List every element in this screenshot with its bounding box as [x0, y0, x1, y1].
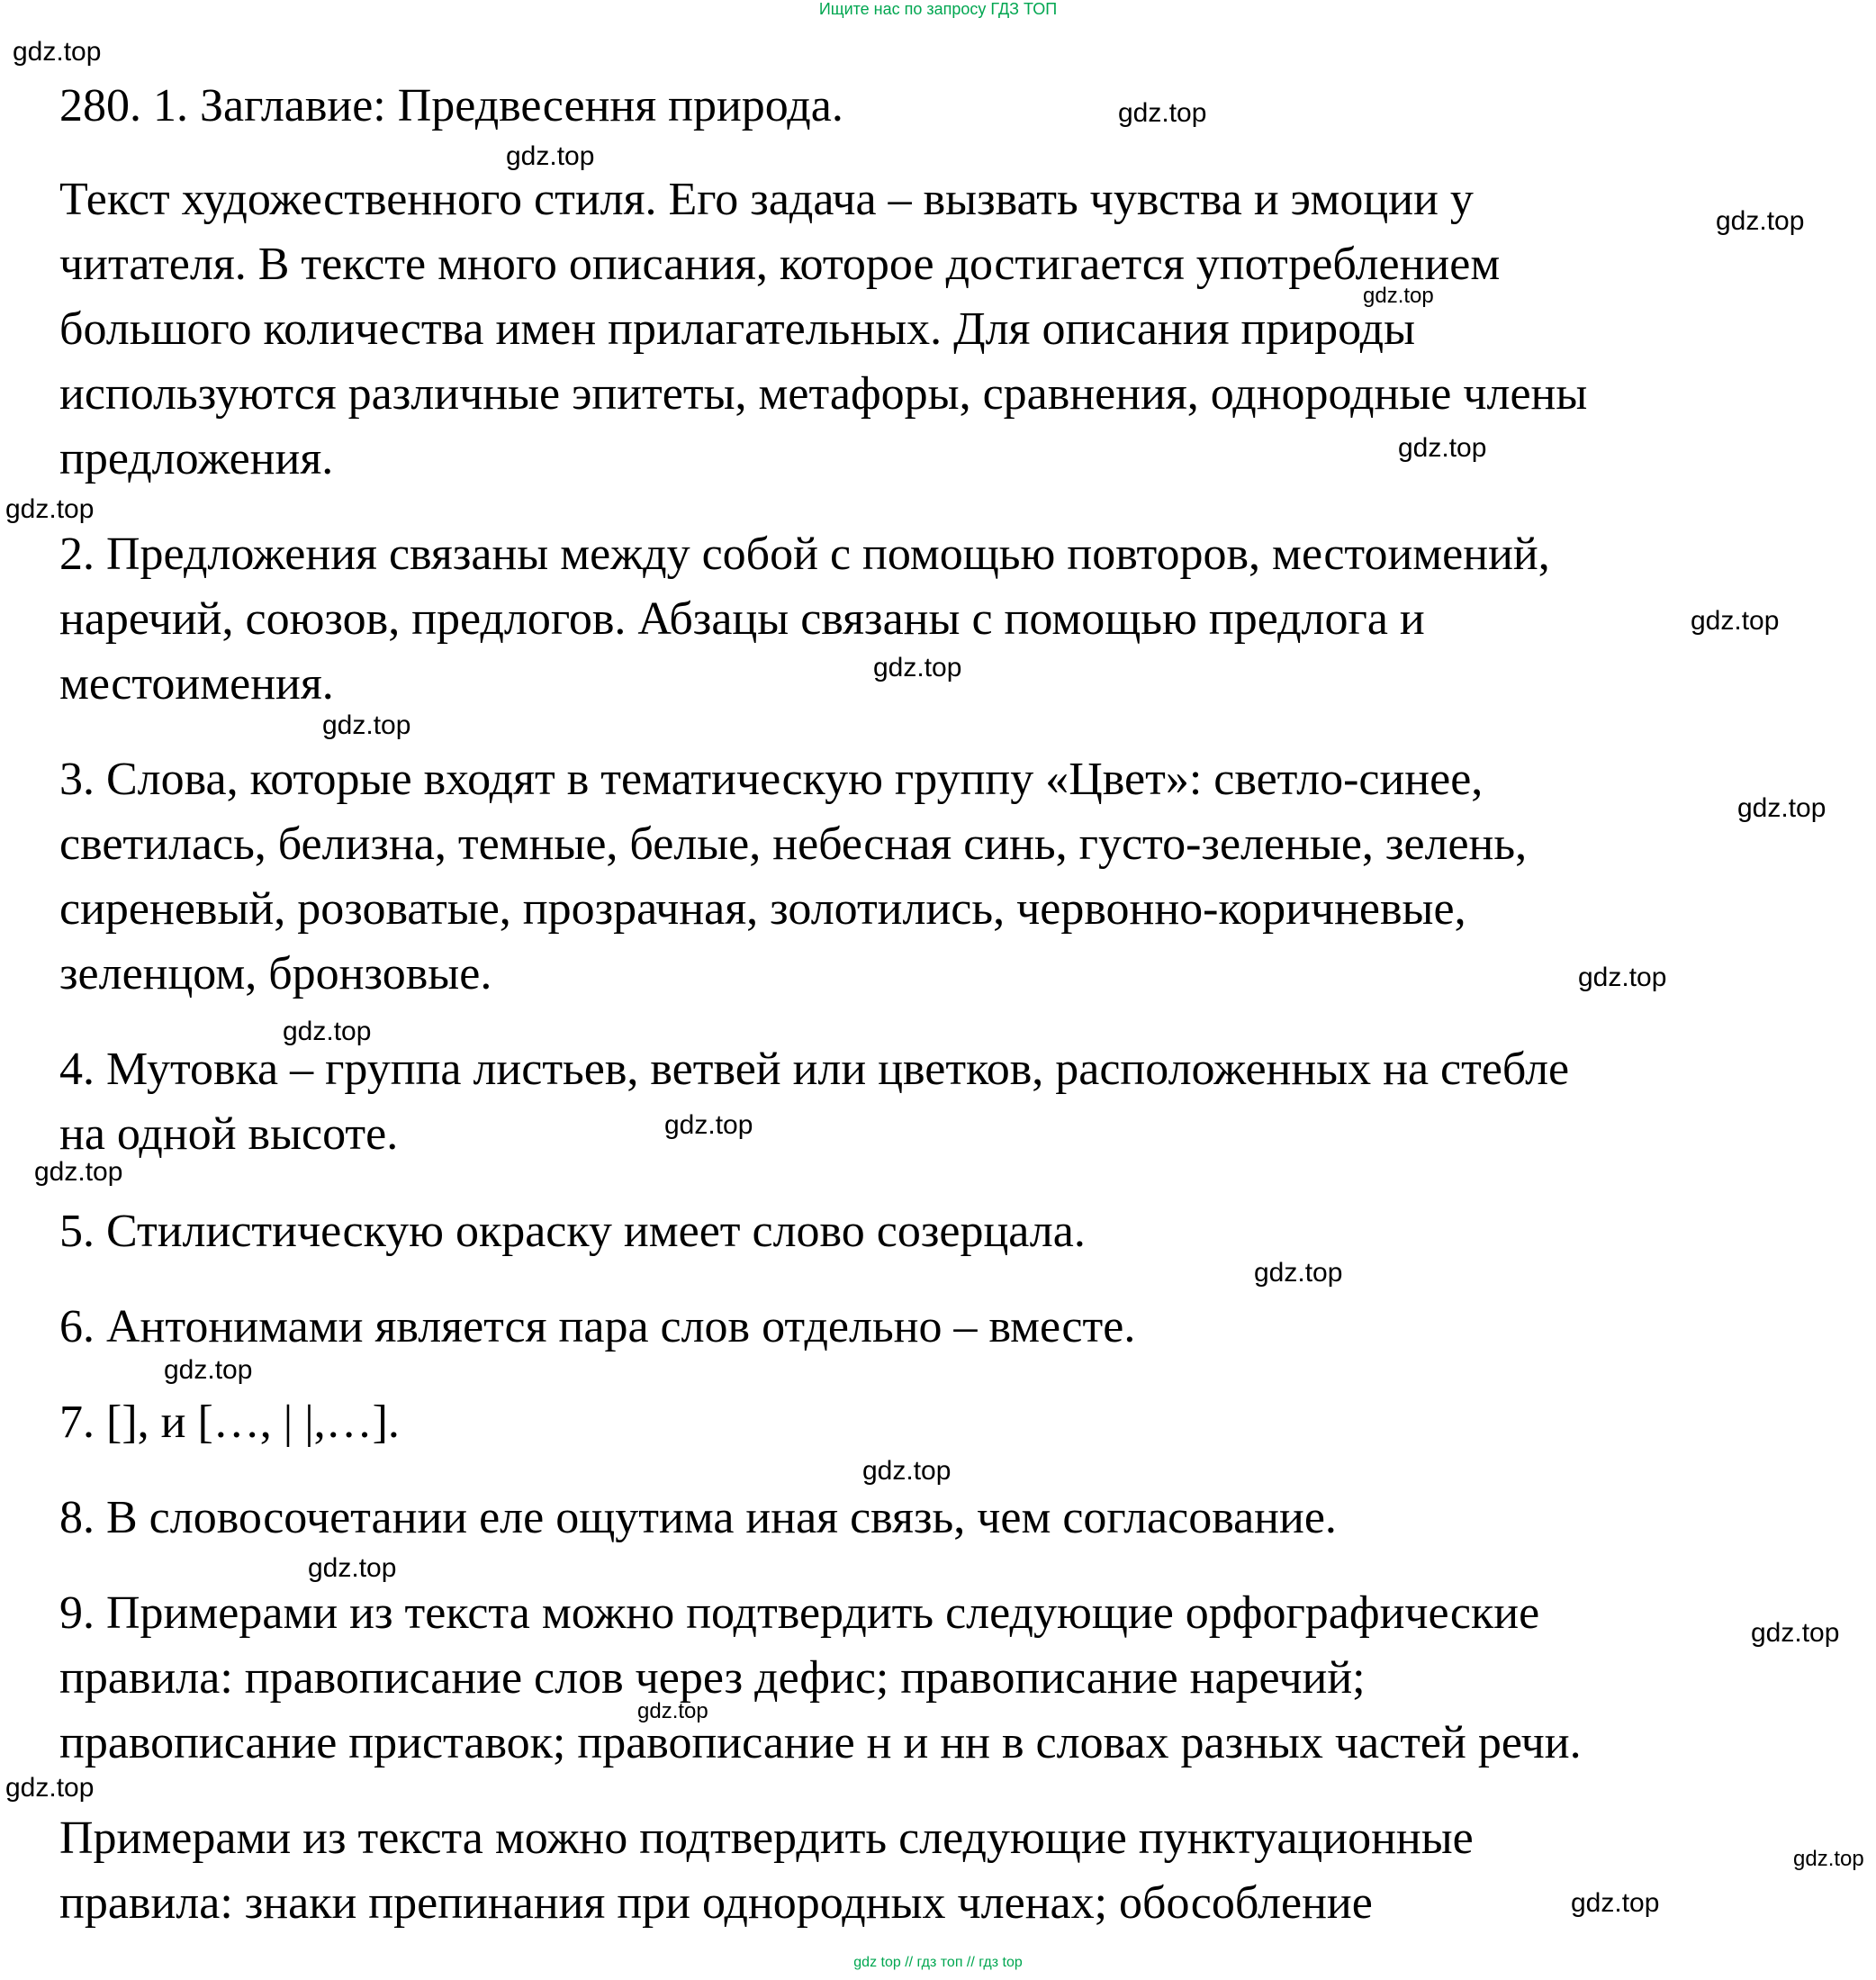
paragraph-9	[59, 1581, 1824, 1776]
text-line: на одной высоте.	[59, 1108, 399, 1160]
watermark: gdz.top	[1118, 98, 1207, 128]
watermark: gdz.top	[322, 710, 411, 740]
schema-middle: ], и […, |	[122, 1397, 293, 1448]
watermark: gdz.top	[506, 141, 595, 171]
paragraph-4	[59, 1037, 1824, 1167]
schema-end: |,…].	[304, 1397, 400, 1448]
watermark: gdz.top	[862, 1456, 952, 1486]
text-line: 4. Мутовка – группа листьев, ветвей или цветков, расположенных на стебле	[59, 1044, 1570, 1095]
paragraph-3	[59, 747, 1824, 1007]
watermark: gdz.top	[1691, 606, 1780, 636]
watermark: gdz.top	[1578, 963, 1667, 992]
paragraph-6	[59, 1295, 1824, 1360]
top-banner: Ищите нас по запросу ГДЗ ТОП	[818, 0, 1058, 18]
paragraph-style	[59, 167, 1824, 492]
text-line: зеленцом, бронзовые.	[59, 948, 492, 999]
bottom-banner: gdz top // гдз топ // гдз top	[853, 1955, 1023, 1970]
text-line: читателя. В тексте много описания, которое достигается употреблением	[59, 239, 1501, 290]
watermark: gdz.top	[5, 1773, 95, 1803]
text-line: используются различные эпитеты, метафоры, сравнения, однородные члены	[59, 368, 1588, 420]
text-line: правила: знаки препинания при однородных членах; обособление	[59, 1877, 1373, 1929]
text-line: предложения.	[59, 433, 334, 484]
text-line: светилась, белизна, темные, белые, небесная синь, густо-зеленые, зелень,	[59, 818, 1528, 870]
text-line: 6. Антонимами является пара слов отдельно – вместе.	[59, 1301, 1136, 1352]
text-line: правописание приставок; правописание н и нн в словах разных частей речи.	[59, 1717, 1582, 1768]
sentence-schema	[59, 1390, 1824, 1455]
text-line: правила: правописание слов через дефис; правописание наречий;	[59, 1652, 1366, 1704]
watermark: gdz.top	[1737, 793, 1826, 823]
text-line: 280. 1. Заглавие: Предвесення природа.	[59, 80, 843, 131]
text-line: наречий, союзов, предлогов. Абзацы связаны с помощью предлога и	[59, 593, 1425, 645]
watermark: gdz.top	[1751, 1618, 1840, 1648]
watermark: gdz.top	[1398, 433, 1487, 463]
answer-title	[59, 74, 1824, 139]
text-line: 8. В словосочетании еле ощутима иная связь, чем согласование.	[59, 1492, 1337, 1543]
watermark: gdz.top	[1793, 1847, 1864, 1871]
text-line: Примерами из текста можно подтвердить следующие пунктуационные	[59, 1813, 1474, 1864]
text-line: 9. Примерами из текста можно подтвердить следующие орфографические	[59, 1587, 1540, 1639]
watermark: gdz.top	[5, 494, 95, 524]
watermark: gdz.top	[164, 1355, 253, 1385]
watermark: gdz.top	[283, 1017, 372, 1046]
paragraph-8	[59, 1486, 1824, 1551]
text-line: 3. Слова, которые входят в тематическую группу «Цвет»: светло-синее,	[59, 754, 1484, 805]
watermark: gdz.top	[1571, 1888, 1660, 1918]
watermark: gdz.top	[637, 1699, 708, 1723]
watermark: gdz.top	[1716, 206, 1805, 236]
text-line: 2. Предложения связаны между собой с помощью повторов, местоимений,	[59, 529, 1550, 580]
watermark: gdz.top	[1363, 284, 1434, 308]
text-line: сиреневый, розоватые, прозрачная, золотились, червонно-коричневые,	[59, 883, 1466, 935]
watermark: gdz.top	[664, 1110, 753, 1140]
watermark: gdz.top	[873, 653, 962, 683]
text-line: местоимения.	[59, 658, 334, 710]
watermark: gdz.top	[13, 37, 102, 67]
text-line: Текст художественного стиля. Его задача – вызвать чувства и эмоции у	[59, 174, 1474, 225]
paragraph-10	[59, 1806, 1824, 1936]
paragraph-2	[59, 522, 1824, 717]
text-line: 5. Стилистическую окраску имеет слово созерцала.	[59, 1206, 1086, 1257]
watermark: gdz.top	[308, 1553, 397, 1583]
watermark: gdz.top	[1254, 1258, 1343, 1288]
watermark: gdz.top	[34, 1157, 123, 1187]
text-line: большого количества имен прилагательных. Для описания природы	[59, 303, 1416, 355]
paragraph-5	[59, 1199, 1824, 1264]
paragraph-7-schema	[59, 1390, 1824, 1455]
schema-open: 7. [	[59, 1397, 122, 1448]
